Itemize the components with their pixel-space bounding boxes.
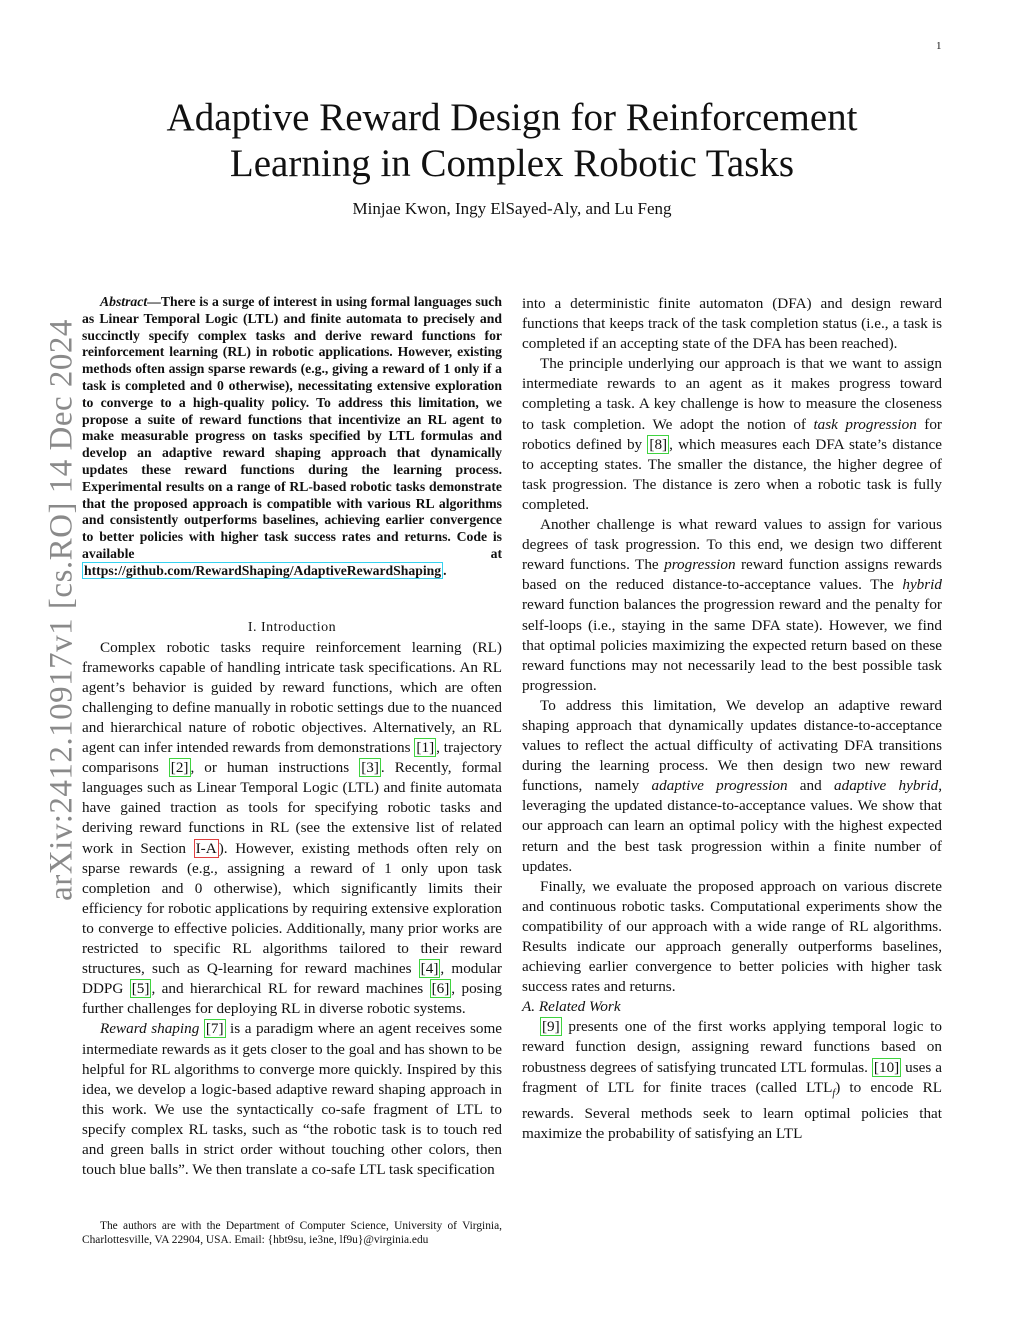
page-number: 1 — [936, 40, 942, 52]
intro-paragraph-1: Complex robotic tasks require reinforcement learning (RL) frameworks capable of handling intricate task specifications. An RL agent’s behavior is guided by reward functions, which are often challenging to define manually in robotic settings due to the nuanced and hierarchical nature of robotic objectives. Alternatively, an RL agent can infer intended rewards from demonstrations [1] , trajectory comparisons [2] , or human instructions [3] . Recently, formal languages such as Linear Temporal Logic (LTL) and finite automata have gained traction as tools for specifying robotic tasks and deriving reward functions in RL (see the extensive list of related work in Section I-A ). However, existing methods often rely on sparse rewards (e.g., assigning a reward of 1 only upon task completion and 0 otherwise), which significantly limits their efficiency for robotic applications by requiring extensive exploration to converge to effective policies. Additionally, many prior works are restricted to specific RL algorithms tailored to their reward structures, such as Q-learning for reward machines [4] , modular DDPG [5] , and hierarchical RL for reward machines [6] , posing further challenges for deploying RL in diverse robotic systems. — [82, 638, 502, 1018]
code-url-link[interactable]: https://github.com/RewardShaping/AdaptiveRewardShaping — [84, 562, 442, 578]
section-heading-introduction: I. Introduction — [247, 619, 337, 635]
citation-link[interactable]: [5] — [131, 980, 150, 998]
abstract-label: Abstract — [100, 294, 148, 309]
title-line-2: Learning in Complex Robotic Tasks — [229, 142, 795, 185]
abstract — [82, 294, 502, 580]
abstract-end: . — [443, 562, 447, 578]
citation-link[interactable]: [8] — [649, 435, 668, 453]
citation-link[interactable]: [10] — [873, 1058, 900, 1076]
intro-paragraph-2-continued: into a deterministic finite automaton (DFA) and design reward functions that keeps track of the task completion status (i.e., a task is completed if an accepting state of the DFA has been reached). — [522, 295, 942, 353]
citation-link[interactable]: [7] — [205, 1020, 224, 1038]
intro-paragraph-4: Another challenge is what reward values to assign for various degrees of task progression. To this end, we design two different reward functions. The progression reward function assigns rewards based on the reduced distance-to-acceptance values. The hybrid reward function balances the progression reward and the penalty for self-loops (i.e., staying in the same DFA state). However, we find that optimal policies maximizing the expected return based on these reward functions may not necessarily lead to the best possible task progression. — [522, 516, 942, 694]
emphasis-text: Reward shaping — [100, 1020, 200, 1038]
affiliation-footnote: The authors are with the Department of Computer Science, University of Virginia, Charlottesville, VA 22904, USA. Email: {hbt9su, ie3ne, lf9u}@virginia.edu — [82, 1220, 502, 1247]
citation-link[interactable]: [9] — [542, 1018, 560, 1036]
citation-link[interactable]: [1] — [416, 739, 435, 757]
left-column — [82, 294, 502, 1180]
citation-link[interactable]: [4] — [420, 960, 439, 978]
related-work-paragraph: [9] presents one of the first works applying temporal logic to reward function design, assigning reward functions based on robustness degrees of satisfying truncated LTL formulas. [10] uses a fragment of LTL for finite traces (called $LTL_f$) to encode RL rewards. Several methods seek to learn optimal policies that maximize the probability of satisfying an LTL — [522, 1018, 942, 1142]
section-link[interactable]: I-A — [195, 839, 217, 857]
title-line-1: Adaptive Reward Design for Reinforcement — [166, 96, 858, 139]
abstract-text: —There is a surge of interest in using formal languages such as Linear Temporal Logic (LTL) and finite automata to precisely and succinctly specify complex tasks and derive reward functions for reinforcement learning (RL) in robotic applications. However, existing methods often assign sparse rewards (e.g., giving a reward of 1 only if a task is completed and 0 otherwise), necessitating extensive exploration to converge to a high-quality policy. To address this limitation, we propose a suite of reward functions that incentivize an RL agent to make measurable progress on tasks specified by LTL formulas and develop an adaptive reward shaping approach that dynamically updates these reward functions during the learning process. Experimental results on a range of RL-based robotic tasks demonstrate that the proposed approach is compatible with various RL algorithms and consistently outperforms baselines, achieving earlier convergence to better policies with higher task success rates and returns. Code is available at — [82, 294, 502, 561]
intro-paragraph-6: Finally, we evaluate the proposed approach on various discrete and continuous robotic tasks. Computational experiments show the compatibility of our approach with a wide range of RL algorithms. Results indicate our approach generally outperforms baselines, achieving earlier convergence to better policies with higher task success rates and returns. — [522, 877, 942, 996]
author-list: Minjae Kwon, Ingy ElSayed-Aly, and Lu Feng — [352, 199, 672, 218]
paragraph-text: is a paradigm where an agent receives some intermediate rewards as it gets closer to the goal and has shown to be helpful for RL algorithms to converge more quickly. Inspired by this idea, we develop a logic-based adaptive reward shaping approach in this work. We use the syntactically co-safe fragment of LTL to specify complex RL tasks, such as “the robotic task is to touch red and green balls in strict order without touching other colors, then touch blue balls”. We then translate a co-safe LTL task specification — [82, 1020, 502, 1179]
paper-title — [120, 95, 904, 187]
intro-paragraph-5: To address this limitation, We develop an adaptive reward shaping approach that dynamically updates distance-to-acceptance values to reflect the actual difficulty of activating DFA transitions during the learning process. We then design two new reward functions, namely adaptive progression and adaptive hybrid, leveraging the updated distance-to-acceptance values. We show that our approach can learn an optimal policy with the highest expected return and the best task progression within a finite number of updates. — [522, 696, 943, 875]
citation-link[interactable]: [2] — [170, 759, 189, 777]
arxiv-identifier: arXiv:2412.10917v1 [cs.RO] 14 Dec 2024 — [43, 319, 80, 901]
citation-link[interactable]: [6] — [431, 980, 450, 998]
subsection-heading-related-work: A. Related Work — [522, 998, 621, 1016]
intro-paragraph-3: The principle underlying our approach is that we want to assign intermediate rewards to an agent as it makes progress toward completing a task. A key challenge is how to measure the closeness to task completion. We adopt the notion of task progression for robotics defined by [8] , which measures each DFA state’s distance to accepting states. The smaller the distance, the higher degree of task progression. The distance is zero when a robotic task is fully completed. — [522, 355, 942, 513]
intro-paragraph-2-start — [82, 1019, 502, 1180]
citation-link[interactable]: [3] — [361, 759, 379, 777]
right-column — [522, 294, 942, 1144]
